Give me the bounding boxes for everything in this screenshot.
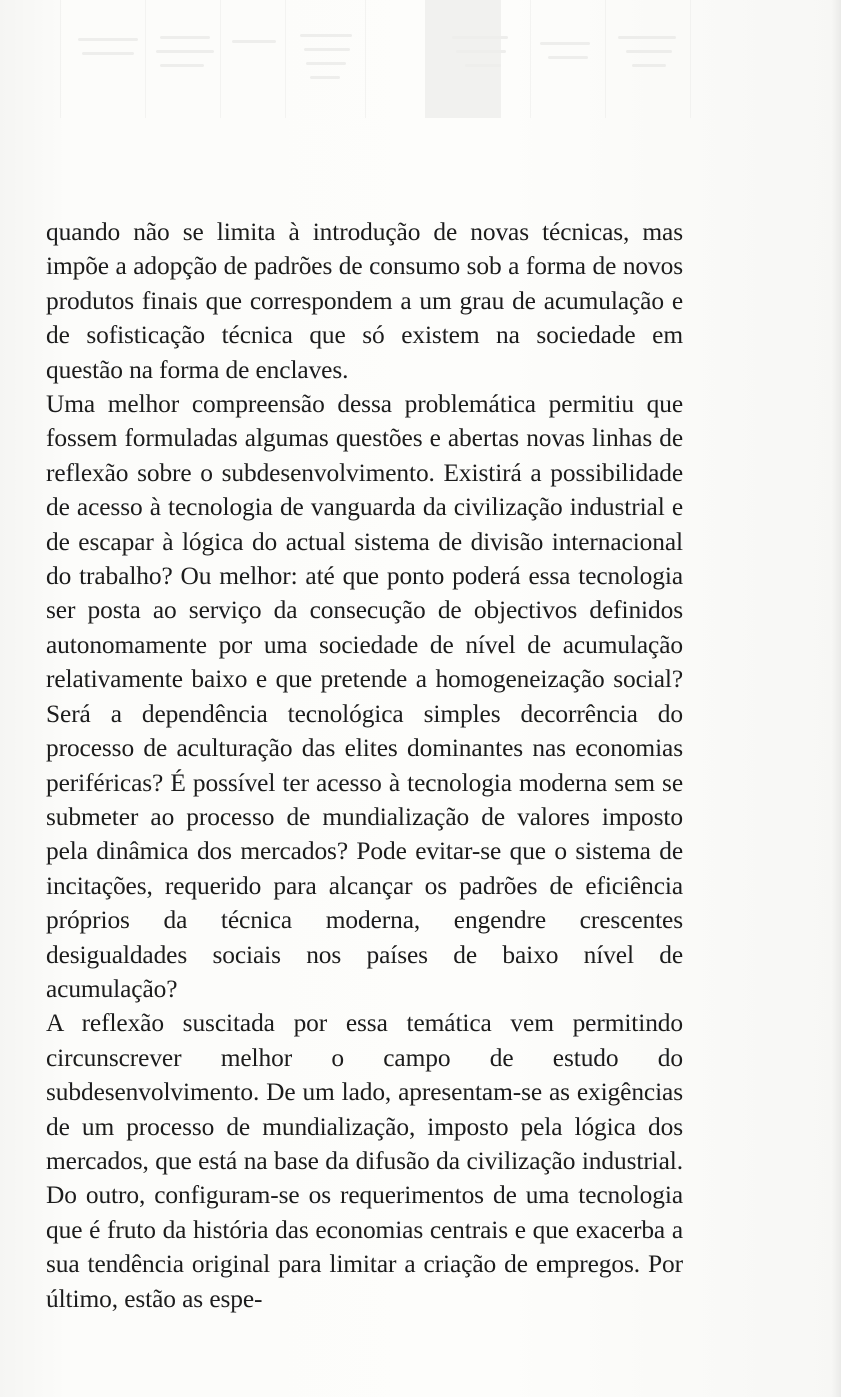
- bleed-through-column: [530, 0, 531, 118]
- bleed-through-mark: [160, 36, 210, 39]
- bleed-through-mark: [304, 48, 350, 51]
- bleed-through-mark: [540, 42, 590, 45]
- bleed-through-mark: [456, 50, 506, 53]
- bleed-through-mark: [632, 64, 666, 67]
- bleed-through-mark: [160, 64, 204, 67]
- bleed-through-mark: [626, 50, 672, 53]
- bleed-through-column: [365, 0, 366, 118]
- bleed-through-column: [60, 0, 61, 118]
- bleed-through-column: [605, 0, 606, 118]
- paragraph: Uma melhor compreensão dessa problemática permitiu que fossem formuladas algumas questões e abertas novas linhas de reflexão sobre o subdesenvolvimento. Existirá a possibilidade de acesso à tecnologia de vanguarda da civilização industrial e de escapar à lógica do actual sistema de divisão internacional do trabalho? Ou melhor: até que ponto poderá essa tecnologia ser posta ao serviço da consecução de objectivos definidos autonomamente por uma sociedade de nível de acumulação relativamente baixo e que pretende a homogeneização social? Será a dependência tecnológica simples decorrência do processo de aculturação das elites dominantes nas economias periféricas? É possível ter acesso à tecnologia moderna sem se submeter ao processo de mundialização de valores imposto pela dinâmica dos mercados? Pode evitar-se que o sistema de incitações, requerido para alcançar os padrões de eficiência próprios da técnica moderna, engendre crescentes desigualdades sociais nos países de baixo nível de acumulação?: [46, 390, 683, 1003]
- body-text: [46, 215, 683, 1316]
- bleed-through-mark: [156, 50, 214, 53]
- bleed-through-column: [220, 0, 221, 118]
- bleed-through-mark: [465, 64, 501, 67]
- bleed-through-table: [60, 0, 700, 120]
- bleed-through-column: [285, 0, 286, 118]
- bleed-through-mark: [232, 40, 276, 43]
- bleed-through-column: [145, 0, 146, 118]
- bleed-through-mark: [300, 34, 352, 37]
- bleed-through-column: [690, 0, 691, 118]
- bleed-through-mark: [310, 76, 340, 79]
- bleed-through-mark: [306, 62, 346, 65]
- paragraph: quando não se limita à introdução de novas técnicas, mas impõe a adopção de padrões de consumo sob a forma de novos produtos finais que correspondem a um grau de acumulação e de sofisticação técnica que só existem na sociedade em questão na forma de enclaves.: [46, 218, 683, 384]
- bleed-through-mark: [82, 52, 134, 55]
- bleed-through-shade: [425, 0, 501, 118]
- paragraph: A reflexão suscitada por essa temática vem permitindo circunscrever melhor o campo de estudo do subdesenvolvimento. De um lado, apresentam-se as exigências de um processo de mundialização, imposto pela lógica dos mercados, que está na base da difusão da civilização industrial. Do outro, configuram-se os requerimentos de uma tecnologia que é fruto da história das economias centrais e que exacerba a sua tendência original para limitar a criação de empregos. Por último, estão as espe-: [46, 1009, 683, 1313]
- bleed-through-mark: [452, 36, 508, 39]
- page-edge-shadow: [831, 0, 841, 1397]
- bleed-through-mark: [618, 36, 676, 39]
- bleed-through-mark: [78, 38, 138, 41]
- bleed-through-mark: [548, 56, 588, 59]
